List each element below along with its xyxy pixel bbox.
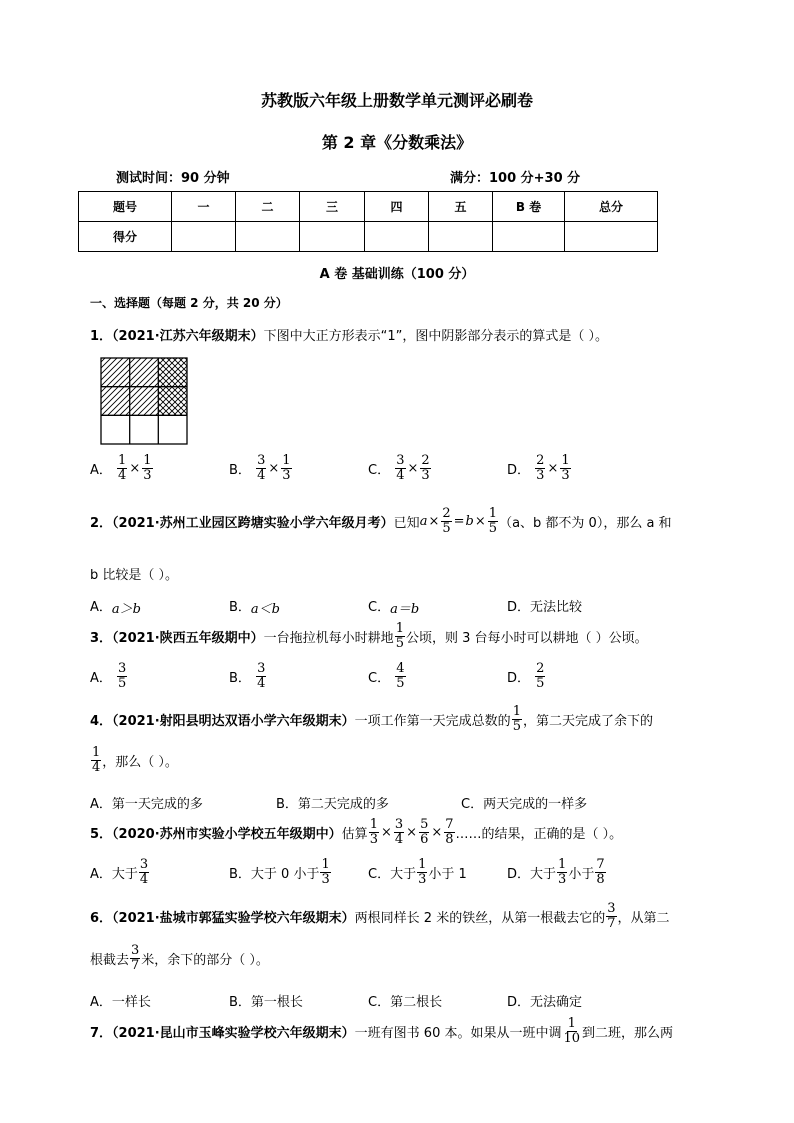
question-number: 3． [90,631,113,646]
score-table-score-row [79,222,658,252]
question-number: 2． [90,516,113,531]
score-table [78,191,658,252]
option-label: C． [368,995,391,1010]
q6-option-c[interactable] [368,991,442,1010]
fraction [560,454,570,483]
option-text: 第一天完成的多 [111,797,203,812]
question-4 [90,705,653,734]
denominator: 3 [282,468,291,483]
question-source: （2021·苏州工业园区跨塘实验小学六年级月考） [112,516,394,531]
numerator: 3 [394,817,404,832]
table-cell: 题号 [79,192,172,222]
question-3 [90,622,648,651]
variable-a: a [419,514,428,529]
fraction [441,507,451,536]
option-label: B． [276,797,298,812]
score-input-cell[interactable] [172,222,236,252]
times-sign: × [431,825,443,840]
numerator: 3 [131,943,140,958]
question-6-line2 [90,944,269,973]
numerator: 3 [118,661,127,676]
score-input-cell[interactable] [300,222,365,252]
fraction [395,454,405,483]
denominator: 5 [512,719,521,734]
part-one-heading: 一、选择题（每题 2 分，共 20 分） [90,296,288,310]
denominator: 4 [118,468,127,483]
q2-option-a[interactable] [90,596,141,617]
denominator: 5 [396,676,405,691]
fraction [130,944,140,973]
times-sign: × [406,825,418,840]
question-text: 一项工作第一天完成总数的 [354,714,511,729]
fraction [394,818,404,847]
option-label: B． [229,600,251,615]
table-cell: 总分 [565,192,658,222]
fraction [512,705,522,734]
option-text: 无法确定 [530,995,583,1010]
denominator: 3 [561,468,570,483]
q1-option-b[interactable] [229,454,293,483]
question-text: 到二班，那么两 [582,1026,674,1041]
times-sign: × [428,514,440,529]
numerator: 1 [512,704,521,719]
times-sign: × [380,825,392,840]
fraction [117,662,127,691]
section-a-title: A 卷 基础训练（100 分） [319,267,475,282]
score-input-cell[interactable] [565,222,658,252]
question-text: ，从第二 [617,911,670,926]
option-expression: a＞b [111,602,141,617]
q1-option-a[interactable] [90,454,154,483]
numerator: 1 [92,745,101,760]
option-label: D． [507,600,531,615]
numerator: 1 [418,857,427,872]
table-cell: B 卷 [493,192,565,222]
numerator: 1 [567,1016,576,1031]
fraction [535,662,545,691]
option-label: A． [90,995,112,1010]
denominator: 3 [558,872,567,887]
question-source: （2021·昆山市玉峰实验学校六年级期末） [112,1026,355,1041]
numerator: 3 [139,857,149,872]
denominator: 4 [92,760,101,775]
question-text: 两根同样长 2 米的铁丝，从第一根截去它的 [354,911,606,926]
q6-option-b[interactable] [229,991,303,1010]
numerator: 2 [442,506,451,521]
q6-option-d[interactable] [507,991,582,1010]
equals-sign: = [453,514,465,529]
option-label: B． [229,463,251,478]
shaded-square-figure [100,357,188,445]
fraction [395,622,405,651]
option-label: A． [90,600,112,615]
table-cell: 五 [429,192,493,222]
option-label: B． [229,867,251,882]
fraction [444,818,454,847]
denominator: 10 [563,1031,581,1046]
question-number: 6． [90,911,113,926]
fraction [595,858,605,887]
option-text: 小于 [568,867,595,882]
table-cell: 二 [236,192,300,222]
question-text: 米，余下的部分（ ）。 [141,953,269,968]
option-label: A． [90,867,112,882]
option-label: A． [90,797,112,812]
question-text: （a、b 都不为 0），那么 a 和 [499,516,672,531]
times-sign: × [474,514,486,529]
chapter-title: 第 2 章《分数乘法》 [321,133,473,152]
fraction [395,662,405,691]
question-text: 公顷，则 3 台每小时可以耕地（ ）公顷。 [405,631,648,646]
fraction [419,818,429,847]
q5-option-c[interactable] [368,858,467,887]
q3-option-d[interactable] [507,662,546,691]
times-sign: × [547,461,559,476]
q3-option-c[interactable] [368,662,407,691]
fraction [256,662,266,691]
question-number: 7． [90,1026,113,1041]
fraction [417,858,427,887]
denominator: 5 [536,676,545,691]
denominator: 8 [596,872,605,887]
q3-option-a[interactable] [90,662,128,691]
option-label: C． [368,600,391,615]
question-text: 一台拖拉机每小时耕地 [263,631,394,646]
option-text: 大于 [530,867,557,882]
question-2 [90,507,672,536]
option-label: B． [229,671,251,686]
table-cell: 四 [365,192,429,222]
option-text: 两天完成的一样多 [483,797,588,812]
option-text: 大于 [111,867,138,882]
fraction [420,454,430,483]
denominator: 3 [418,872,427,887]
numerator: 1 [369,817,378,832]
denominator: 5 [395,636,404,651]
table-cell: 一 [172,192,236,222]
question-1 [90,325,608,344]
denominator: 7 [131,958,140,973]
q1-option-c[interactable] [368,454,432,483]
question-text: ，那么（ ）。 [102,755,178,770]
numerator: 7 [596,857,605,872]
q2-option-c[interactable] [368,596,419,617]
option-label: D． [507,671,531,686]
denominator: 4 [257,468,266,483]
numerator: 2 [536,453,545,468]
question-4-line2 [90,746,178,775]
fraction [117,454,127,483]
question-source: （2021·陕西五年级期中） [112,631,264,646]
numerator: 1 [282,453,291,468]
option-label: C． [368,463,391,478]
option-text: 第二根长 [390,995,443,1010]
fraction [557,858,567,887]
option-label: D． [507,463,531,478]
q3-option-b[interactable] [229,662,267,691]
variable-b: b [465,514,474,529]
question-5 [90,818,622,847]
numerator: 7 [445,817,454,832]
question-source: （2020·苏州市实验小学校五年级期中） [112,827,342,842]
denominator: 5 [442,521,451,536]
numerator: 3 [257,661,266,676]
numerator: 5 [420,817,429,832]
denominator: 7 [607,916,616,931]
numerator: 1 [321,857,330,872]
option-text: 第二天完成的多 [297,797,389,812]
question-text: 估算 [341,827,368,842]
question-source: （2021·江苏六年级期末） [112,329,264,344]
question-7 [90,1017,673,1046]
question-number: 1． [90,329,113,344]
numerator: 2 [421,453,430,468]
question-source: （2021·射阳县明达双语小学六年级期末） [112,714,355,729]
numerator: 3 [607,901,616,916]
question-2-line2: b 比较是（ ）。 [90,568,179,583]
numerator: 1 [395,621,404,636]
denominator: 3 [143,468,152,483]
question-text: ，第二天完成了余下的 [522,714,653,729]
score-input-cell[interactable] [493,222,565,252]
times-sign: × [129,461,141,476]
denominator: 3 [321,872,330,887]
fraction [562,1017,581,1046]
numerator: 1 [488,506,498,521]
test-time: 测试时间：90 分钟 [116,171,230,186]
option-label: B． [229,995,251,1010]
question-text: 下图中大正方形表示“1”，图中阴影部分表示的算式是（ ）。 [263,329,609,344]
denominator: 4 [396,468,405,483]
question-text: 根截去 [90,953,130,968]
option-text: 第一根长 [250,995,303,1010]
denominator: 3 [536,468,545,483]
q5-option-d[interactable] [507,858,607,887]
denominator: 5 [118,676,127,691]
option-text: 小于 1 [428,867,467,882]
question-number: 4． [90,714,113,729]
option-label: A． [90,671,112,686]
question-6 [90,902,670,931]
q5-option-a[interactable] [90,858,150,887]
option-text: 一样长 [111,995,151,1010]
option-expression: a＜b [250,602,280,617]
option-expression: a＝b [390,602,420,617]
fraction [488,507,498,536]
option-label: D． [507,867,531,882]
doc-title: 苏教版六年级上册数学单元测评必刷卷 [260,91,533,110]
score-table-header-row [79,192,658,222]
denominator: 4 [394,832,404,847]
q4-option-b[interactable] [276,793,389,812]
option-label: C． [368,867,391,882]
numerator: 3 [257,453,266,468]
denominator: 4 [139,872,149,887]
fraction [606,902,616,931]
q6-option-a[interactable] [90,991,151,1010]
score-input-cell[interactable] [429,222,493,252]
fraction [142,454,152,483]
question-text: 已知 [393,516,420,531]
numerator: 3 [396,453,405,468]
q4-option-a[interactable] [90,793,203,812]
q2-option-d[interactable] [507,596,582,615]
times-sign: × [268,461,280,476]
option-label: C． [461,797,484,812]
denominator: 5 [488,521,498,536]
table-cell: 三 [300,192,365,222]
numerator: 1 [558,857,567,872]
times-sign: × [407,461,419,476]
fraction [369,818,379,847]
denominator: 3 [369,832,378,847]
denominator: 6 [420,832,429,847]
denominator: 4 [257,676,266,691]
fraction [320,858,330,887]
numerator: 1 [561,453,570,468]
numerator: 1 [118,453,127,468]
q5-option-b[interactable] [229,858,332,887]
fraction [91,746,101,775]
fraction [139,858,149,887]
question-text: ……的结果，正确的是（ ）。 [455,827,623,842]
denominator: 8 [445,832,454,847]
question-number: 5． [90,827,113,842]
option-text: 大于 [390,867,417,882]
numerator: 1 [143,453,152,468]
option-label: A． [90,463,112,478]
fraction [535,454,545,483]
full-score: 满分：100 分+30 分 [450,171,581,186]
option-text: 大于 0 小于 [250,867,320,882]
fraction [281,454,291,483]
q4-option-c[interactable] [461,793,587,812]
score-input-cell[interactable] [365,222,429,252]
fraction [256,454,266,483]
denominator: 3 [421,468,430,483]
score-input-cell[interactable] [236,222,300,252]
option-label: D． [507,995,531,1010]
numerator: 4 [396,661,405,676]
table-cell: 得分 [79,222,172,252]
q2-option-b[interactable] [229,596,280,617]
question-source: （2021·盐城市郭猛实验学校六年级期末） [112,911,355,926]
option-text: 无法比较 [530,600,583,615]
q1-option-d[interactable] [507,454,572,483]
numerator: 2 [536,661,545,676]
question-text: 一班有图书 60 本。如果从一班中调 [354,1026,562,1041]
option-label: C． [368,671,391,686]
